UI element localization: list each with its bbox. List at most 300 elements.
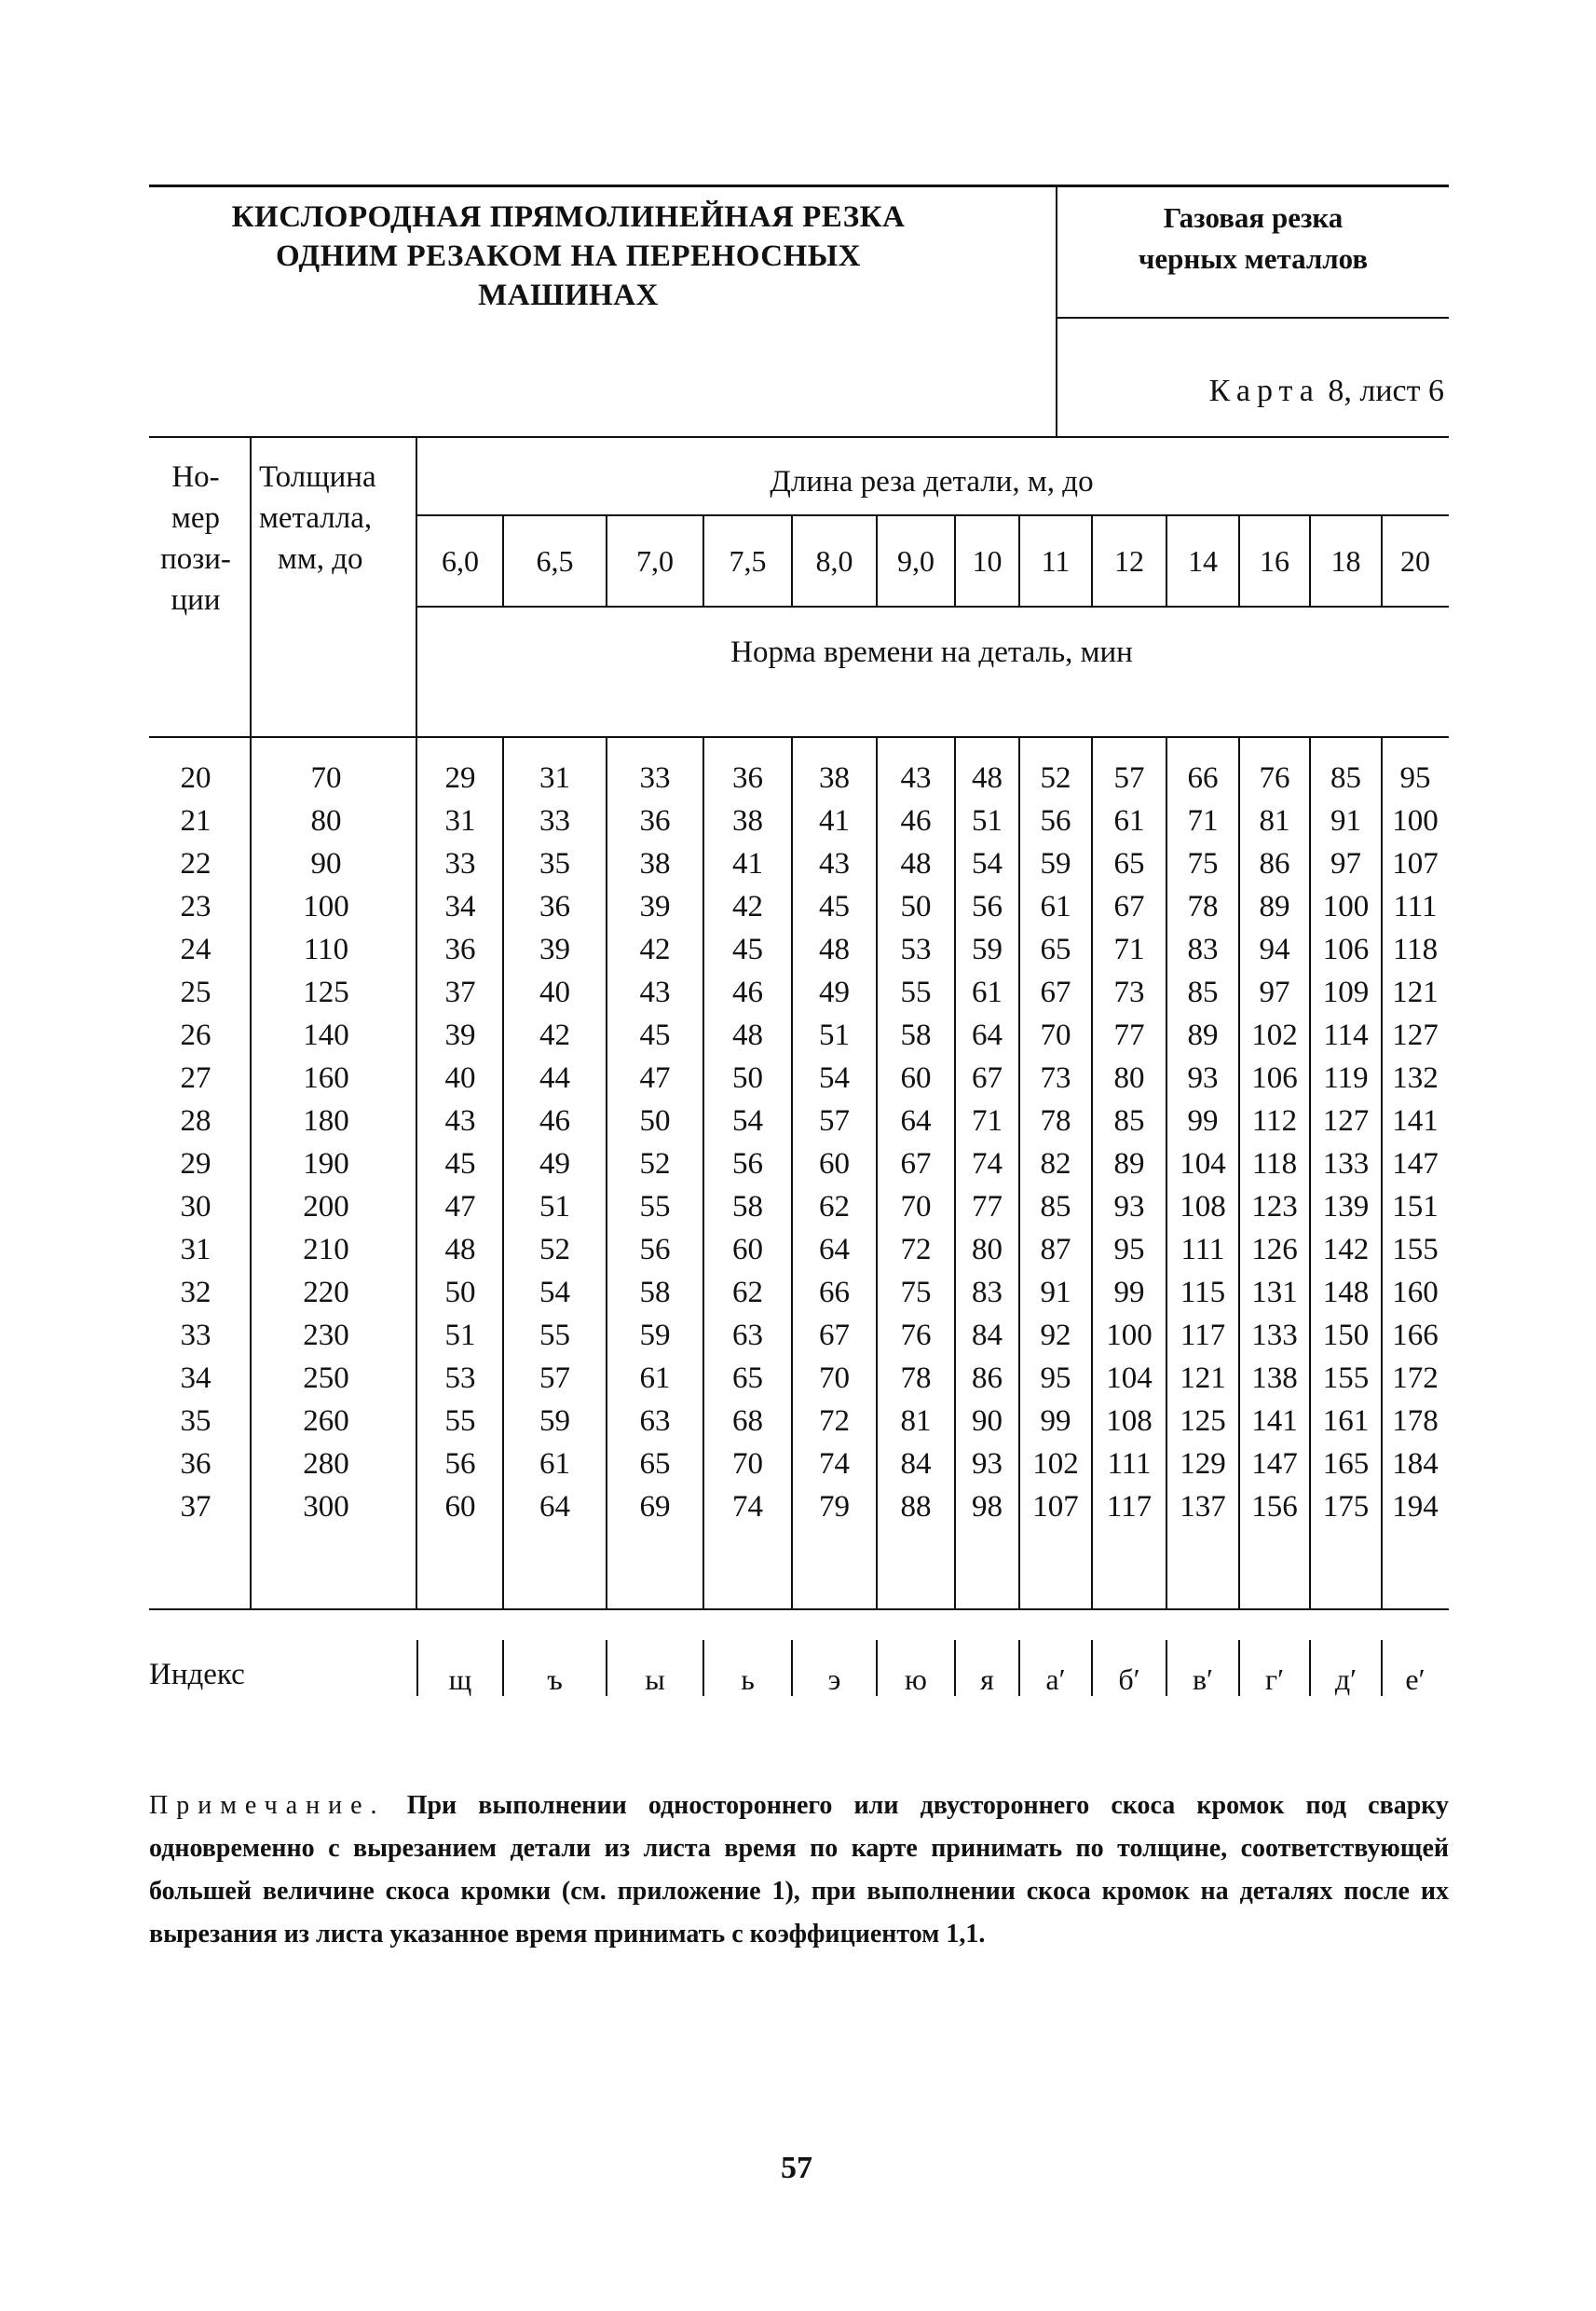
- time-value: 160: [1392, 1276, 1439, 1309]
- time-value: 63: [732, 1319, 763, 1352]
- time-value: 66: [1187, 761, 1219, 795]
- time-value: 111: [1107, 1447, 1152, 1481]
- time-value: 89: [1259, 890, 1290, 923]
- time-value: 81: [1259, 804, 1290, 838]
- time-value: 70: [732, 1447, 763, 1481]
- time-value: 106: [1251, 1061, 1298, 1095]
- time-value: 71: [1113, 933, 1145, 966]
- time-value: 36: [639, 804, 671, 838]
- card-number: [1057, 371, 1444, 412]
- time-value: 51: [539, 1190, 570, 1224]
- time-value: 38: [732, 804, 763, 838]
- time-value: 83: [1187, 933, 1219, 966]
- time-value: 50: [900, 890, 932, 923]
- index-value: щ: [448, 1662, 472, 1696]
- time-value: 127: [1392, 1019, 1439, 1052]
- time-value: 55: [444, 1404, 476, 1438]
- index-value: в′: [1192, 1662, 1214, 1696]
- index-label: Индекс: [149, 1658, 245, 1691]
- time-value: 39: [444, 1019, 476, 1052]
- time-value: 93: [972, 1447, 1003, 1481]
- row-number: 21: [180, 804, 211, 838]
- row-number: 34: [180, 1361, 211, 1395]
- row-number: 27: [180, 1061, 211, 1095]
- time-value: 85: [1330, 761, 1361, 795]
- length-rule: [417, 514, 1449, 516]
- table-top-rule: [149, 436, 1449, 438]
- time-value: 98: [972, 1490, 1003, 1524]
- time-value: 57: [819, 1104, 850, 1138]
- time-value: 31: [444, 804, 476, 838]
- time-value: 50: [639, 1104, 671, 1138]
- time-value: 85: [1113, 1104, 1145, 1138]
- row-thickness: 140: [303, 1019, 349, 1052]
- length-label: 11: [1041, 544, 1071, 578]
- time-value: 150: [1322, 1319, 1370, 1352]
- time-value: 73: [1040, 1061, 1071, 1095]
- time-value: 75: [900, 1276, 932, 1309]
- time-value: 42: [732, 890, 763, 923]
- time-value: 99: [1040, 1404, 1071, 1438]
- title-line: КИСЛОРОДНАЯ ПРЯМОЛИНЕЙНАЯ РЕЗКА: [231, 200, 906, 234]
- time-value: 71: [972, 1104, 1003, 1138]
- time-value: 118: [1251, 1147, 1298, 1181]
- time-value: 82: [1040, 1147, 1071, 1181]
- time-value: 57: [1113, 761, 1145, 795]
- time-value: 46: [539, 1104, 570, 1138]
- time-value: 108: [1106, 1404, 1153, 1438]
- time-value: 56: [444, 1447, 476, 1481]
- time-value: 111: [1180, 1233, 1225, 1266]
- index-value: ъ: [547, 1662, 563, 1696]
- time-value: 60: [900, 1061, 932, 1095]
- time-value: 62: [819, 1190, 850, 1224]
- time-value: 70: [900, 1190, 932, 1224]
- time-value: 64: [972, 1019, 1003, 1052]
- time-value: 74: [972, 1147, 1003, 1181]
- index-value: е′: [1405, 1662, 1425, 1696]
- time-value: 56: [732, 1147, 763, 1181]
- time-value: 60: [819, 1147, 850, 1181]
- row-number: 28: [180, 1104, 211, 1138]
- time-value: 91: [1330, 804, 1361, 838]
- col-number-line: мер: [171, 501, 221, 535]
- time-value: 165: [1322, 1447, 1370, 1481]
- section-line: Газовая резка: [1163, 201, 1344, 234]
- time-value: 46: [900, 804, 932, 838]
- time-value: 65: [1040, 933, 1071, 966]
- col-number-line: ции: [171, 583, 221, 617]
- time-value: 38: [819, 761, 850, 795]
- col-thickness-line: мм, до: [278, 542, 363, 576]
- time-value: 80: [972, 1233, 1003, 1266]
- index-value: ь: [741, 1662, 755, 1696]
- length-label: 6,5: [536, 544, 574, 578]
- card-word: Карта: [1208, 374, 1320, 408]
- row-thickness: 180: [303, 1104, 349, 1138]
- time-value: 156: [1251, 1490, 1298, 1524]
- header-bottom-rule: [149, 736, 1449, 738]
- time-value: 63: [639, 1404, 671, 1438]
- time-value: 89: [1113, 1147, 1145, 1181]
- time-value: 47: [444, 1190, 476, 1224]
- length-label: 6,0: [442, 544, 479, 578]
- row-number: 37: [180, 1490, 211, 1524]
- index-value: ы: [645, 1662, 665, 1696]
- row-number: 32: [180, 1276, 211, 1309]
- time-value: 151: [1392, 1190, 1439, 1224]
- time-value: 129: [1180, 1447, 1226, 1481]
- time-value: 47: [639, 1061, 671, 1095]
- time-value: 121: [1392, 976, 1439, 1009]
- col-number-header: [140, 457, 252, 621]
- time-value: 73: [1113, 976, 1145, 1009]
- time-value: 65: [732, 1361, 763, 1395]
- time-value: 83: [972, 1276, 1003, 1309]
- time-value: 35: [539, 847, 570, 881]
- section-rule: [1056, 317, 1449, 319]
- length-label: 16: [1260, 544, 1289, 578]
- time-value: 100: [1106, 1319, 1153, 1352]
- time-value: 42: [639, 933, 671, 966]
- time-value: 67: [900, 1147, 932, 1181]
- time-value: 58: [900, 1019, 932, 1052]
- time-value: 71: [1187, 804, 1219, 838]
- time-value: 89: [1187, 1019, 1219, 1052]
- time-value: 55: [900, 976, 932, 1009]
- time-value: 76: [1259, 761, 1290, 795]
- time-value: 65: [1113, 847, 1145, 881]
- time-value: 80: [1113, 1061, 1145, 1095]
- time-value: 109: [1322, 976, 1370, 1009]
- time-value: 112: [1251, 1104, 1298, 1138]
- length-label: 9,0: [897, 544, 934, 578]
- time-value: 119: [1323, 1061, 1369, 1095]
- time-value: 104: [1106, 1361, 1153, 1395]
- time-value: 45: [819, 890, 850, 923]
- time-value: 48: [972, 761, 1003, 795]
- time-value: 79: [819, 1490, 850, 1524]
- row-thickness: 210: [303, 1233, 349, 1266]
- index-value: б′: [1118, 1662, 1140, 1696]
- length-label: 20: [1400, 544, 1430, 578]
- length-label: 12: [1114, 544, 1144, 578]
- time-value: 39: [639, 890, 671, 923]
- index-value: г′: [1264, 1662, 1285, 1696]
- time-value: 70: [1040, 1019, 1071, 1052]
- row-number: 22: [180, 847, 211, 881]
- col-thickness-header: [259, 457, 417, 580]
- time-value: 85: [1040, 1190, 1071, 1224]
- time-value: 60: [732, 1233, 763, 1266]
- time-value: 55: [639, 1190, 671, 1224]
- time-value: 45: [732, 933, 763, 966]
- row-thickness: 220: [303, 1276, 349, 1309]
- note: [149, 1785, 1449, 1956]
- card-rest: 8, лист 6: [1328, 374, 1444, 408]
- time-value: 58: [732, 1190, 763, 1224]
- time-value: 39: [539, 933, 570, 966]
- time-value: 87: [1040, 1233, 1071, 1266]
- time-value: 139: [1322, 1190, 1370, 1224]
- time-value: 33: [539, 804, 570, 838]
- time-value: 34: [444, 890, 476, 923]
- time-value: 175: [1322, 1490, 1370, 1524]
- time-value: 91: [1040, 1276, 1071, 1309]
- note-text: При выполнении одностороннего или двустороннего скоса кромок под сварку одновременно с вырезанием детали из листа время по карте принимать по толщине, соответствующей большей величине скоса кромки (см. приложение 1), при выполнении скоса кромок на деталях после их вырезания из листа указанное время принимать с коэффициентом 1,1.: [149, 1791, 1449, 1949]
- length-label: 7,0: [636, 544, 674, 578]
- time-value: 84: [972, 1319, 1003, 1352]
- length-bottom-rule: [417, 606, 1449, 608]
- row-number: 33: [180, 1319, 211, 1352]
- time-value: 142: [1322, 1233, 1370, 1266]
- time-value: 95: [1113, 1233, 1145, 1266]
- time-value: 49: [539, 1147, 570, 1181]
- time-value: 99: [1113, 1276, 1145, 1309]
- time-value: 48: [444, 1233, 476, 1266]
- time-value: 66: [819, 1276, 850, 1309]
- time-value: 172: [1392, 1361, 1439, 1395]
- time-value: 78: [1187, 890, 1219, 923]
- row-thickness: 70: [310, 761, 342, 795]
- time-value: 81: [900, 1404, 932, 1438]
- length-label: 18: [1330, 544, 1361, 578]
- time-value: 107: [1032, 1490, 1079, 1524]
- row-number: 35: [180, 1404, 211, 1438]
- time-value: 86: [972, 1361, 1003, 1395]
- time-value: 48: [732, 1019, 763, 1052]
- time-value: 99: [1187, 1104, 1219, 1138]
- time-value: 41: [732, 847, 763, 881]
- time-value: 37: [444, 976, 476, 1009]
- title-line: ОДНИМ РЕЗАКОМ НА ПЕРЕНОСНЫХ: [275, 239, 862, 273]
- time-value: 58: [639, 1276, 671, 1309]
- time-value: 51: [444, 1319, 476, 1352]
- time-value: 54: [819, 1061, 850, 1095]
- row-thickness: 100: [303, 890, 349, 923]
- time-value: 125: [1180, 1404, 1226, 1438]
- row-number: 20: [180, 761, 211, 795]
- note-lead: Примечание.: [149, 1791, 386, 1820]
- time-value: 40: [539, 976, 570, 1009]
- row-number: 36: [180, 1447, 211, 1481]
- time-value: 147: [1392, 1147, 1439, 1181]
- page-number: 57: [781, 2151, 812, 2185]
- time-value: 161: [1322, 1404, 1370, 1438]
- index-value: э: [827, 1662, 841, 1696]
- time-value: 85: [1187, 976, 1219, 1009]
- time-value: 72: [819, 1404, 850, 1438]
- time-value: 133: [1251, 1319, 1298, 1352]
- time-value: 33: [444, 847, 476, 881]
- time-value: 64: [819, 1233, 850, 1266]
- time-value: 31: [539, 761, 570, 795]
- col-number-line: Но-: [171, 460, 220, 494]
- time-value: 77: [972, 1190, 1003, 1224]
- time-value: 97: [1330, 847, 1361, 881]
- row-thickness: 280: [303, 1447, 349, 1481]
- time-value: 48: [819, 933, 850, 966]
- time-value: 104: [1180, 1147, 1226, 1181]
- col-thickness-line: Толщина: [259, 460, 376, 494]
- col-number-line: пози-: [160, 542, 231, 576]
- time-value: 92: [1040, 1319, 1071, 1352]
- index-value: д′: [1334, 1662, 1357, 1696]
- time-value: 74: [819, 1447, 850, 1481]
- time-value: 117: [1106, 1490, 1153, 1524]
- row-thickness: 90: [310, 847, 342, 881]
- time-value: 155: [1322, 1361, 1370, 1395]
- time-value: 131: [1251, 1276, 1298, 1309]
- time-value: 50: [444, 1276, 476, 1309]
- row-number: 25: [180, 976, 211, 1009]
- time-value: 69: [639, 1490, 671, 1524]
- time-value: 93: [1187, 1061, 1219, 1095]
- time-value: 67: [1113, 890, 1145, 923]
- time-value: 100: [1392, 804, 1439, 838]
- time-value: 126: [1251, 1233, 1298, 1266]
- time-value: 59: [639, 1319, 671, 1352]
- section-title: [1057, 198, 1449, 280]
- time-value: 59: [972, 933, 1003, 966]
- time-value: 29: [444, 761, 476, 795]
- time-value: 55: [539, 1319, 570, 1352]
- time-value: 95: [1399, 761, 1431, 795]
- time-value: 94: [1259, 933, 1290, 966]
- time-value: 184: [1392, 1447, 1439, 1481]
- time-value: 48: [900, 847, 932, 881]
- time-value: 137: [1180, 1490, 1226, 1524]
- time-value: 57: [539, 1361, 570, 1395]
- row-thickness: 230: [303, 1319, 349, 1352]
- time-value: 38: [639, 847, 671, 881]
- time-value: 43: [900, 761, 932, 795]
- time-value: 61: [539, 1447, 570, 1481]
- time-value: 36: [444, 933, 476, 966]
- time-value: 84: [900, 1447, 932, 1481]
- row-number: 31: [180, 1233, 211, 1266]
- row-number: 29: [180, 1147, 211, 1181]
- time-value: 56: [1040, 804, 1071, 838]
- time-value: 100: [1322, 890, 1370, 923]
- time-value: 44: [539, 1061, 570, 1095]
- row-number: 30: [180, 1190, 211, 1224]
- section-line: черных металлов: [1138, 242, 1369, 275]
- row-number: 26: [180, 1019, 211, 1052]
- time-value: 50: [732, 1061, 763, 1095]
- time-value: 67: [819, 1319, 850, 1352]
- row-number: 23: [180, 890, 211, 923]
- time-value: 54: [972, 847, 1003, 881]
- time-value: 95: [1040, 1361, 1071, 1395]
- time-value: 52: [1040, 761, 1071, 795]
- time-value: 118: [1392, 933, 1439, 966]
- time-value: 59: [539, 1404, 570, 1438]
- time-value: 68: [732, 1404, 763, 1438]
- time-value: 108: [1180, 1190, 1226, 1224]
- time-value: 117: [1180, 1319, 1226, 1352]
- index-value: а′: [1045, 1662, 1066, 1696]
- time-value: 78: [900, 1361, 932, 1395]
- time-value: 45: [639, 1019, 671, 1052]
- time-value: 133: [1322, 1147, 1370, 1181]
- time-value: 121: [1180, 1361, 1226, 1395]
- time-value: 155: [1392, 1233, 1439, 1266]
- time-value: 78: [1040, 1104, 1071, 1138]
- time-value: 52: [539, 1233, 570, 1266]
- time-value: 54: [539, 1276, 570, 1309]
- time-value: 90: [972, 1404, 1003, 1438]
- time-value: 52: [639, 1147, 671, 1181]
- row-thickness: 80: [310, 804, 342, 838]
- title-line: МАШИНАХ: [478, 279, 659, 312]
- time-value: 45: [444, 1147, 476, 1181]
- time-value: 102: [1032, 1447, 1079, 1481]
- time-value: 141: [1392, 1104, 1439, 1138]
- time-value: 93: [1113, 1190, 1145, 1224]
- time-value: 42: [539, 1019, 570, 1052]
- time-value: 54: [732, 1104, 763, 1138]
- time-value: 61: [1040, 890, 1071, 923]
- time-value: 106: [1322, 933, 1370, 966]
- length-label: 10: [972, 544, 1003, 578]
- time-value: 33: [639, 761, 671, 795]
- row-thickness: 300: [303, 1490, 349, 1524]
- row-thickness: 260: [303, 1404, 349, 1438]
- time-value: 178: [1392, 1404, 1439, 1438]
- time-value: 141: [1251, 1404, 1298, 1438]
- time-value: 43: [639, 976, 671, 1009]
- time-value: 56: [972, 890, 1003, 923]
- length-label: 8,0: [815, 544, 853, 578]
- row-thickness: 200: [303, 1190, 349, 1224]
- row-thickness: 190: [303, 1147, 349, 1181]
- time-value: 36: [732, 761, 763, 795]
- row-thickness: 125: [303, 976, 349, 1009]
- time-value: 166: [1392, 1319, 1439, 1352]
- time-value: 67: [972, 1061, 1003, 1095]
- time-value: 194: [1392, 1490, 1439, 1524]
- time-value: 56: [639, 1233, 671, 1266]
- time-value: 76: [900, 1319, 932, 1352]
- time-value: 111: [1393, 890, 1438, 923]
- time-value: 61: [639, 1361, 671, 1395]
- row-number: 24: [180, 933, 211, 966]
- col-length-header: Длина реза детали, м, до: [770, 465, 1094, 499]
- time-value: 36: [539, 890, 570, 923]
- table-bottom-rule: [149, 1608, 1449, 1610]
- time-value: 41: [819, 804, 850, 838]
- time-value: 114: [1323, 1019, 1369, 1052]
- time-value: 127: [1322, 1104, 1370, 1138]
- top-rule: [149, 185, 1449, 187]
- length-label: 14: [1188, 544, 1218, 578]
- time-value: 132: [1392, 1061, 1439, 1095]
- col-norm-header: Норма времени на деталь, мин: [730, 636, 1133, 669]
- time-value: 138: [1251, 1361, 1298, 1395]
- time-value: 59: [1040, 847, 1071, 881]
- time-value: 53: [444, 1361, 476, 1395]
- row-thickness: 250: [303, 1361, 349, 1395]
- time-value: 86: [1259, 847, 1290, 881]
- time-value: 43: [444, 1104, 476, 1138]
- time-value: 46: [732, 976, 763, 1009]
- time-value: 77: [1113, 1019, 1145, 1052]
- time-value: 72: [900, 1233, 932, 1266]
- col-thickness-line: металла,: [259, 501, 373, 535]
- time-value: 61: [1113, 804, 1145, 838]
- time-value: 40: [444, 1061, 476, 1095]
